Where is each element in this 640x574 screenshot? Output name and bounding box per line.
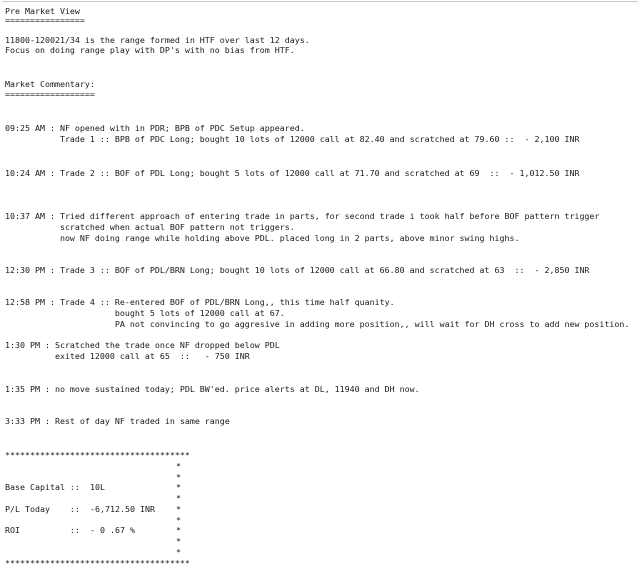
summary-star: * xyxy=(176,515,181,525)
entry-0925-line-2: Trade 1 :: BPB of PDC Long; bought 10 lots of 12000 call at 82.40 and scratched at 79.60 :: - 2,100 INR xyxy=(5,134,580,144)
summary-star: * xyxy=(176,504,181,514)
commentary-heading: Market Commentary: xyxy=(5,79,95,89)
pre-market-line-1: 11800-120021/34 is the range formed in HTF over last 12 days. xyxy=(5,35,310,45)
entry-0925-line-1: 09:25 AM : NF opened with in PDR; BPB of PDC Setup appeared. xyxy=(5,123,305,133)
summary-roi-label: ROI :: xyxy=(5,525,80,535)
commentary-underline: ================== xyxy=(5,89,95,99)
entry-1258-line-2: bought 5 lots of 12000 call at 67. xyxy=(5,308,285,318)
summary-pl-value: -6,712.50 INR xyxy=(90,504,155,514)
top-border xyxy=(2,1,638,2)
entry-1258-line-3: PA not convincing to go aggresive in adding more position,, will wait for DH cross to add new position. xyxy=(5,319,630,329)
summary-star: * xyxy=(176,547,181,557)
entry-0333-line-1: 3:33 PM : Rest of day NF traded in same range xyxy=(5,416,230,426)
entry-0130-line-1: 1:30 PM : Scratched the trade once NF dropped below PDL xyxy=(5,340,280,350)
summary-star: * xyxy=(176,461,181,471)
pre-market-underline: ================ xyxy=(5,15,85,25)
entry-1258-line-1: 12:58 PM : Trade 4 :: Re-entered BOF of PDL/BRN Long,, this time half quanity. xyxy=(5,297,395,307)
summary-star: * xyxy=(176,536,181,546)
summary-border-bottom: ************************************* xyxy=(5,558,190,568)
summary-border-top: ************************************* xyxy=(5,450,190,460)
entry-0130-line-2: exited 12000 call at 65 :: - 750 INR xyxy=(5,351,250,361)
summary-pl-label: P/L Today :: xyxy=(5,504,80,514)
summary-star: * xyxy=(176,525,181,535)
pre-market-line-2: Focus on doing range play with DP's with no bias from HTF. xyxy=(5,45,295,55)
summary-roi-value: - 0 .67 % xyxy=(90,525,135,535)
summary-star: * xyxy=(176,472,181,482)
entry-1230-line-1: 12:30 PM : Trade 3 :: BOF of PDL/BRN Long; bought 10 lots of 12000 call at 66.80 and scratched at 63 :: - 2,850 INR xyxy=(5,265,590,275)
summary-base-capital-value: 10L xyxy=(90,482,105,492)
summary-star: * xyxy=(176,482,181,492)
entry-1024-line-1: 10:24 AM : Trade 2 :: BOF of PDL Long; bought 5 lots of 12000 call at 71.70 and scratched at 69 :: - 1,012.50 INR xyxy=(5,168,580,178)
pre-market-heading: Pre Market View xyxy=(5,6,80,16)
summary-star: * xyxy=(176,493,181,503)
entry-1037-line-1: 10:37 AM : Tried different approach of entering trade in parts, for second trade i took half before BOF pattern trigger xyxy=(5,211,600,221)
summary-base-capital-label: Base Capital :: xyxy=(5,482,80,492)
journal-document xyxy=(2,1,638,570)
entry-0135-line-1: 1:35 PM : no move sustained today; PDL BW'ed. price alerts at DL, 11940 and DH now. xyxy=(5,384,420,394)
entry-1037-line-3: now NF doing range while holding above PDL. placed long in 2 parts, above minor swing highs. xyxy=(5,233,520,243)
entry-1037-line-2: scratched when actual BOF pattern not triggers. xyxy=(5,222,295,232)
